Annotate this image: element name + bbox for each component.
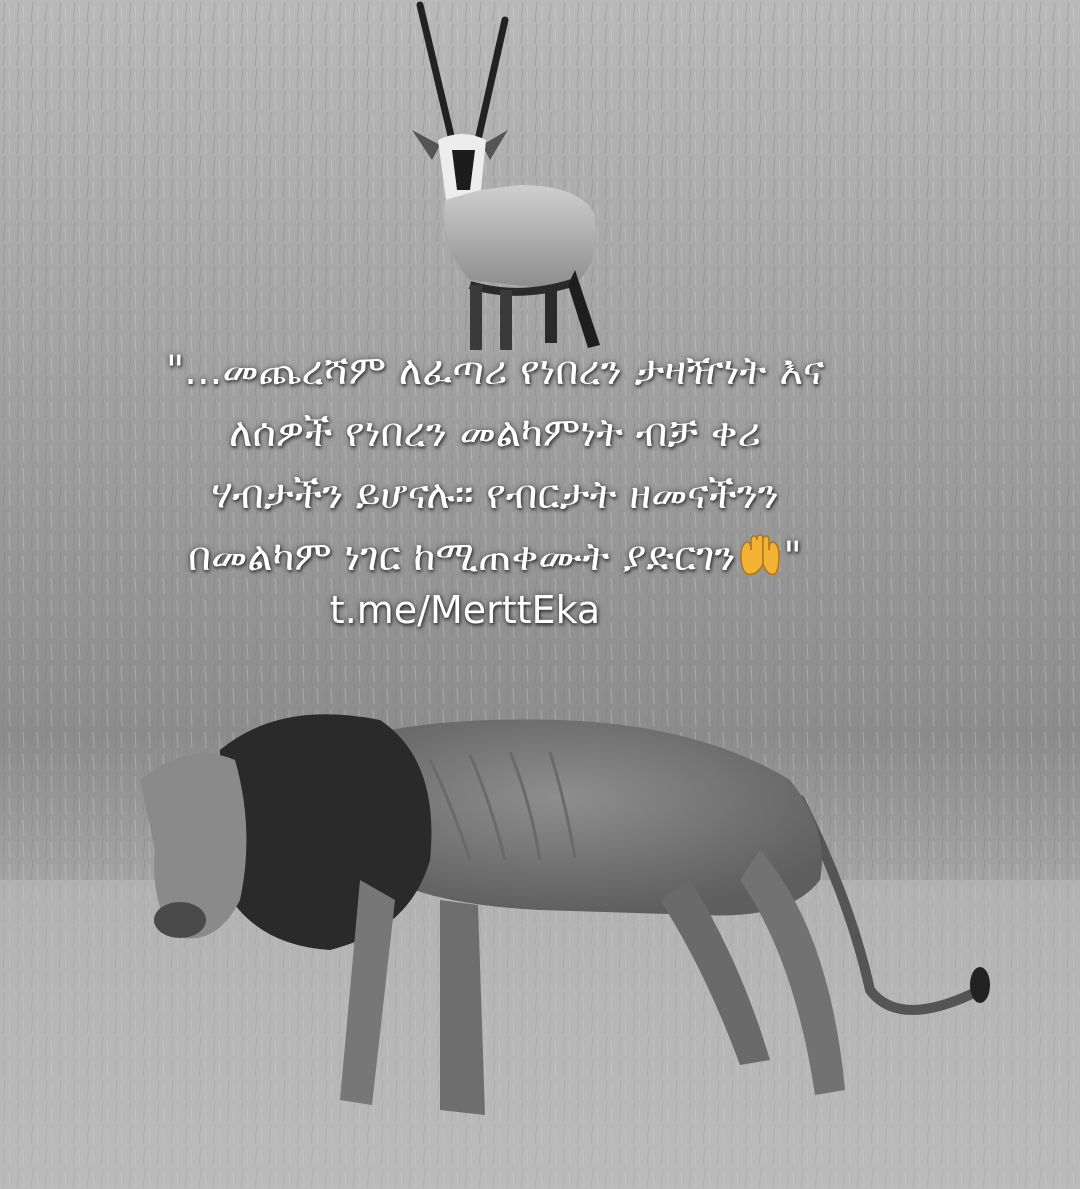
palms-up-hands-icon — [737, 534, 783, 578]
quote-line-4 — [40, 526, 950, 588]
quote-line-3: ሃብታችን ይሆናሉ። የብርታት ዘመናችንን — [211, 472, 779, 518]
quote-closing-mark: " — [783, 534, 802, 580]
quote-line-1: "...መጨረሻም ለፈጣሪ የነበረን ታዛዥነት እና — [165, 348, 825, 394]
quote-line-4-text: በመልካም ነገር ከሚጠቀሙት ያድርገን — [188, 534, 736, 580]
telegram-link[interactable]: t.me/MerttEka — [329, 588, 601, 632]
quote-text — [40, 340, 950, 588]
quote-line-2: ለሰዎች የነበረን መልካምነት ብቻ ቀሪ — [229, 410, 761, 456]
